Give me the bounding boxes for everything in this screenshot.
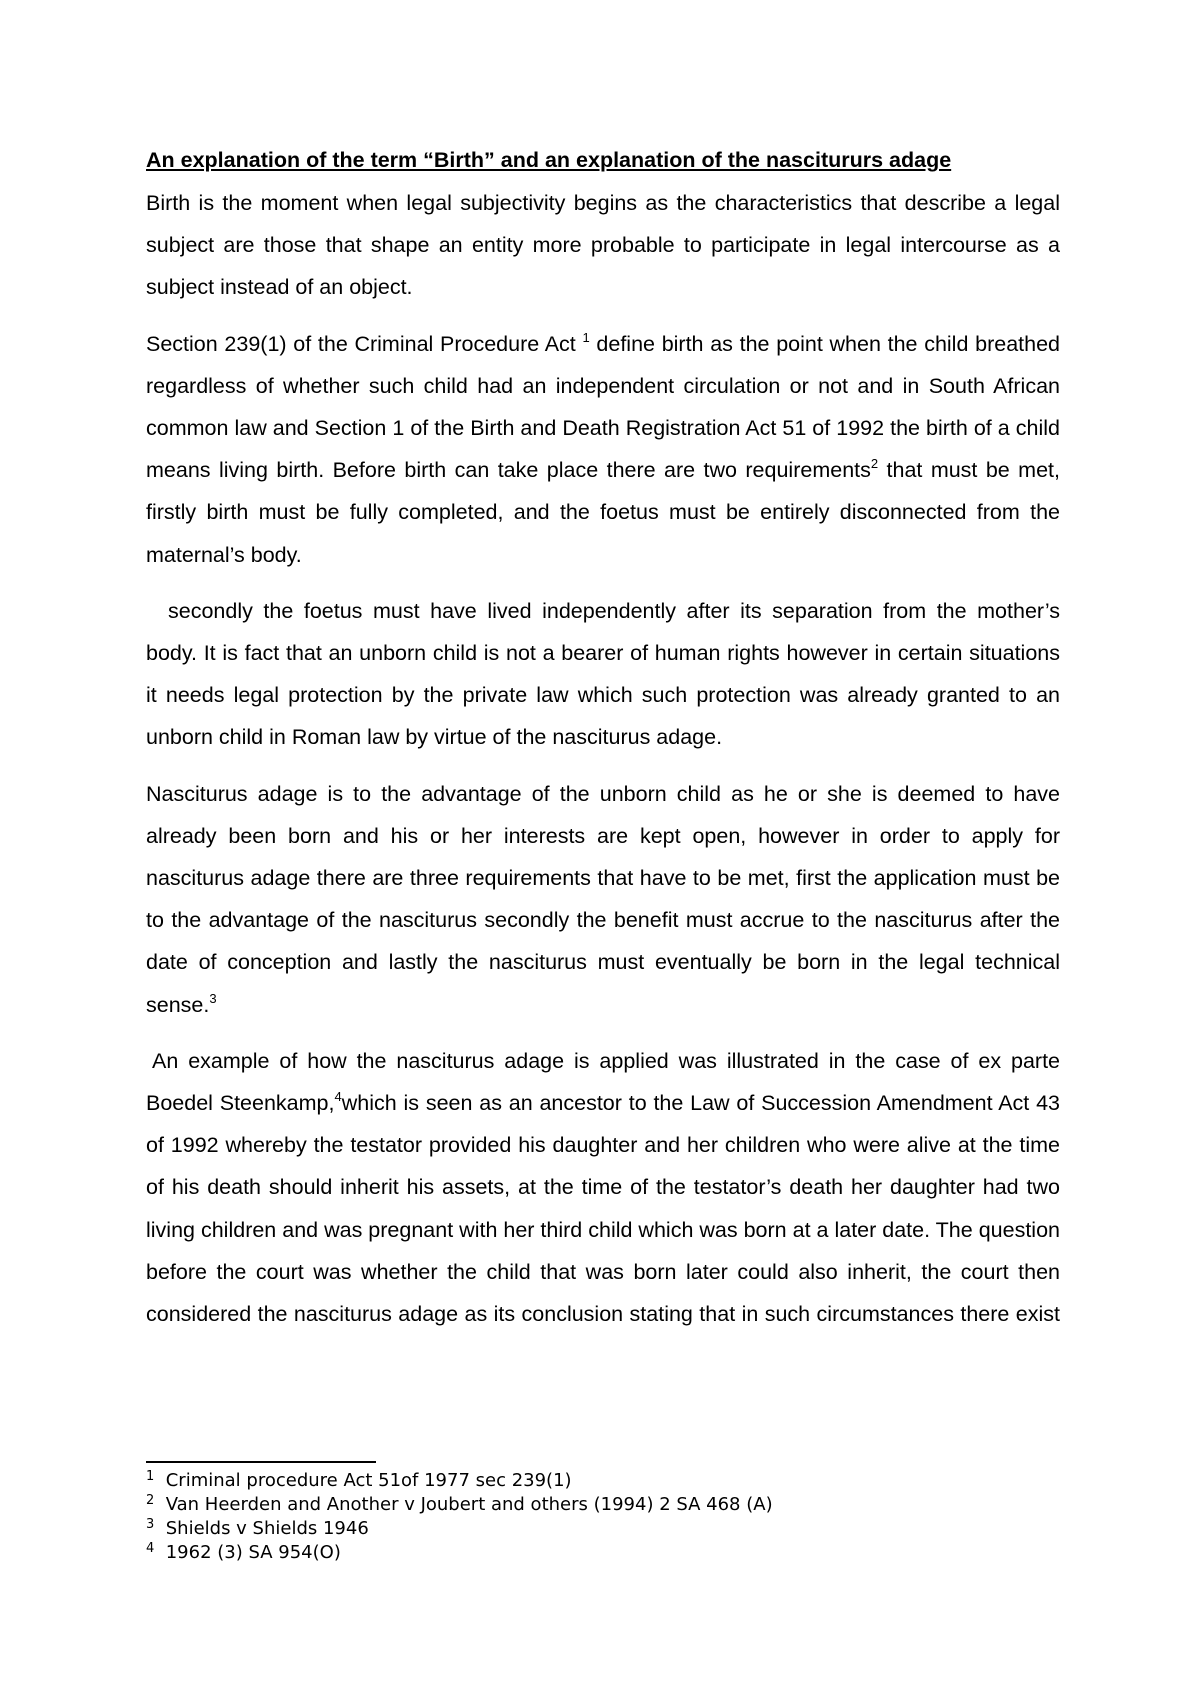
paragraph-text: Birth is the moment when legal subjectivity begins as the characteristics that describe a legal subject are those that shape an entity more probable to participate in legal intercourse as a subject instead of an object. bbox=[146, 191, 1060, 300]
footnote-ref-1[interactable]: 1 bbox=[582, 329, 590, 345]
paragraph-text: which is seen as an ancestor to the Law of Succession Amendment Act 43 of 1992 whereby the testator provided his daughter and her children who were alive at the time of his death should inherit his assets, at the time of the testator’s death her daughter had two living children and was pregnant with her third child which was born at a later date. The question before the court was whether the child that was born later could also inherit, the court then considered the nasciturus adage as its conclusion stating that in such circumstances there exist bbox=[146, 1091, 1060, 1327]
paragraph-nasciturus-adage bbox=[146, 773, 1060, 1026]
footnote-ref-4[interactable]: 4 bbox=[334, 1089, 342, 1105]
paragraph-text: An example of how the nasciturus adage is applied was illustrated in the case of ex parte Boedel Steenkamp, bbox=[146, 1048, 1060, 1116]
footnote-4: 4 1962 (3) SA 954(O) bbox=[146, 1541, 341, 1563]
footnote-3: 3 Shields v Shields 1946 bbox=[146, 1517, 369, 1539]
footnote-separator bbox=[146, 1461, 376, 1463]
paragraph-text: that must be met, firstly birth must be fully completed, and the foetus must be entirely disconnected from the maternal’s body. bbox=[146, 458, 1060, 567]
footnotes-section bbox=[146, 1461, 1060, 1565]
paragraph-steenkamp-example bbox=[146, 1040, 1060, 1335]
footnote-text: Criminal procedure Act 51of 1977 sec 239(1) bbox=[165, 1470, 572, 1491]
paragraph-text: Section 239(1) of the Criminal Procedure Act bbox=[146, 331, 583, 356]
footnote-text: 1962 (3) SA 954(O) bbox=[165, 1542, 341, 1563]
paragraph-text: define birth as the point when the child breathed regardless of whether such child had an independent circulation or not and in South African common law and Section 1 of the Birth and Death Registration Act 51 of 1992 the birth of a child means living birth. Before birth can take place there are two requirements bbox=[146, 331, 1060, 483]
paragraph-text: secondly the foetus must have lived independently after its separation from the mother’s body. It is fact that an unborn child is not a bearer of human rights however in certain situations it needs legal protection by the private law which such protection was already granted to an unborn child in Roman law by virtue of the nasciturus adage. bbox=[146, 598, 1060, 750]
footnote-2: 2 Van Heerden and Another v Joubert and others (1994) 2 SA 468 (A) bbox=[146, 1493, 773, 1515]
paragraph-birth-definition bbox=[146, 182, 1060, 309]
footnote-1: 1 Criminal procedure Act 51of 1977 sec 239(1) bbox=[146, 1469, 572, 1491]
document-title: An explanation of the term “Birth” and an explanation of the nascitururs adage bbox=[146, 148, 952, 172]
footnote-text: Van Heerden and Another v Joubert and others (1994) 2 SA 468 (A) bbox=[165, 1494, 773, 1515]
footnote-ref-2[interactable]: 2 bbox=[870, 456, 879, 472]
footnote-text: Shields v Shields 1946 bbox=[165, 1518, 369, 1539]
document-body bbox=[146, 144, 1060, 1349]
paragraph-criminal-procedure-act bbox=[146, 323, 1060, 576]
paragraph-second-requirement bbox=[146, 590, 1060, 759]
footnote-ref-3[interactable]: 3 bbox=[209, 990, 217, 1006]
paragraph-text: Nasciturus adage is to the advantage of the unborn child as he or she is deemed to have already been born and his or her interests are kept open, however in order to apply for nasciturus adage there are three requirements that have to be met, first the application must be to the advantage of the nasciturus secondly the benefit must accrue to the nasciturus after the date of conception and lastly the nasciturus must eventually be born in the legal technical sense. bbox=[146, 781, 1060, 1017]
